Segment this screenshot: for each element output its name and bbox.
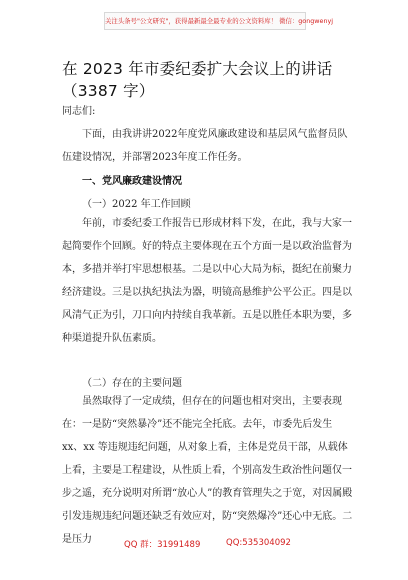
- section-heading-1: 一、党风廉政建设情况: [82, 176, 182, 187]
- paragraph-problems: 虽然取得了一定成绩，但存在的问题也相对突出，主要表现在：一是防“突然暴冷”还不能完全托底。去年，市委先后发生 xx、xx 等违规违纪问题，从对象上看，主体是党员干部，从载体上看，主要是工程建设，从性质上看，个别高发生政治性问题仅一步之遥，充分说明对所谓“放心人”的教育管理失之于宽，对因属殿引发违规违纪问题还缺乏有效应对，防“突然爆冷”还心中无底。二是压力: [62, 396, 353, 545]
- intro-paragraph: 下面，由我讲讲2022年度党风廉政建设和基层风气监督员队伍建设情况，并部署2023年度工作任务。: [62, 129, 348, 163]
- subsection-heading-2: （二）存在的主要问题: [82, 378, 182, 389]
- header-banner: 关注头条号"公文研究"，获得最新最全最专业的公文资料库！ 微信：gongwenyj: [104, 12, 306, 30]
- subsection-heading-1: （一）2022 年工作回顾: [82, 199, 191, 210]
- document-title: 在 2023 年市委纪委扩大会议上的讲话（3387 字）: [62, 60, 333, 100]
- footer-qq-group: QQ 群：31991489: [124, 540, 201, 550]
- footer-qq: QQ:535304092: [226, 538, 291, 548]
- salutation: 同志们:: [62, 106, 96, 117]
- paragraph-review: 年前，市委纪委工作报告已形成材料下发，在此，我与大家一起简要作个回顾。好的特点主要体现在五个方面一是以政治监督为本，多措并举打牢思想根基。二是以中心大局为标，挺纪在前聚力经济建设。三是以执纪执法为器，明镜高悬维护公平公正。四是以风清气正为引，刀口向内持续自我革新。五是以胜任本职为要，多种渠道提升队伍素质。: [62, 218, 352, 344]
